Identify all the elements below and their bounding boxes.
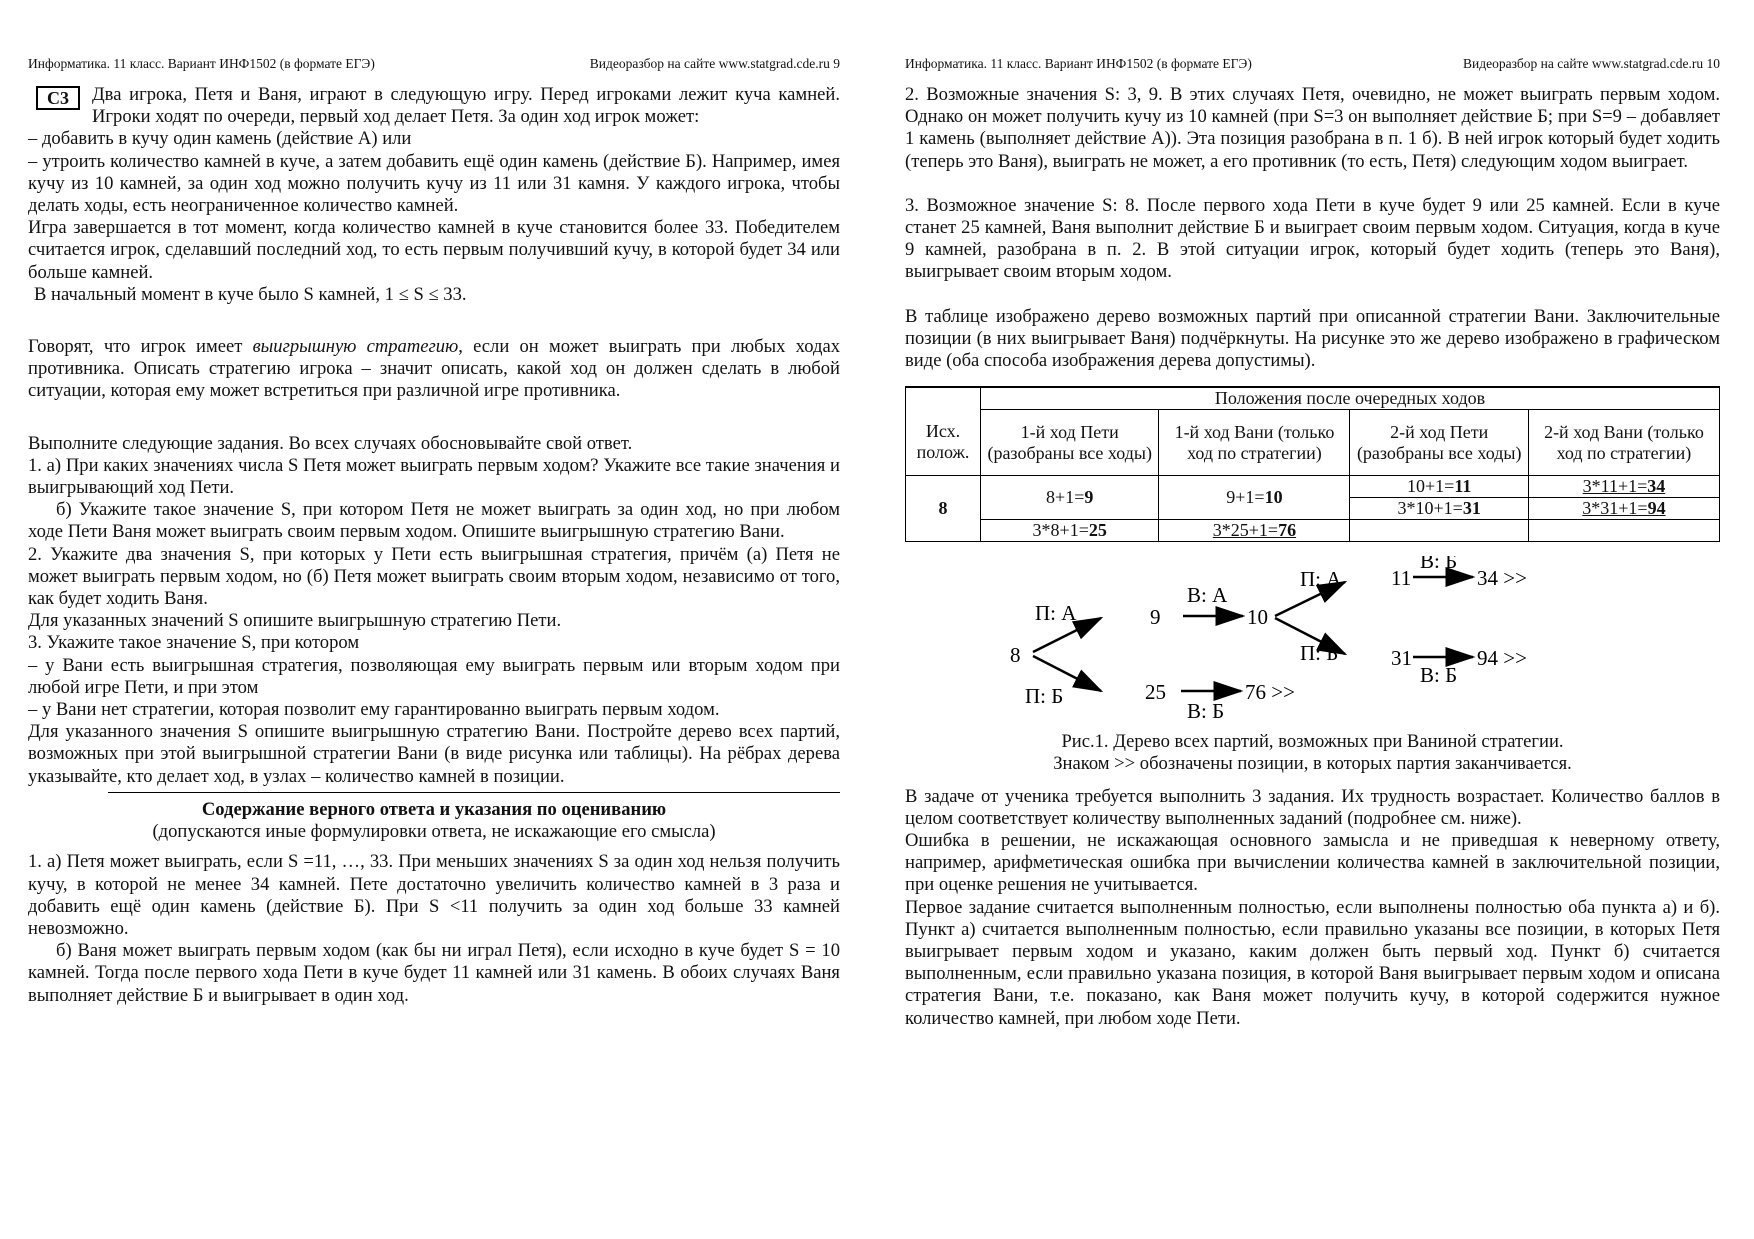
node-11: 11 [1391, 566, 1412, 591]
strategy-def-part2: , если он может выиграть при любых ходах противника. Описать стратегию игрока – значит описать, какой ход он должен сделать в любой ситуации, которая ему может встретиться при различной игре противника. [28, 336, 840, 402]
game-tree-table [905, 386, 1720, 542]
strategy-definition [28, 336, 840, 403]
cell-value: 76 [1278, 520, 1297, 541]
task-1a: 1. а) При каких значениях числа S Петя может выиграть первым ходом? Укажите все такие значения и выигрывающий ход Пети. [28, 454, 840, 499]
col-vanya2-header: 2-й ход Вани (только ход по стратегии) [1528, 410, 1719, 476]
cell-vanya2-a [1528, 476, 1719, 498]
cell-empty [1528, 520, 1719, 542]
label-10-31: П: Б [1300, 641, 1339, 666]
cell-vanya2-b [1528, 498, 1719, 520]
label-8-9: П: А [1035, 601, 1077, 626]
cell-text: 3*11+1= [1582, 476, 1648, 497]
task-2b: Для указанных значений S опишите выигрышную стратегию Пети. [28, 610, 562, 632]
label-8-25: П: Б [1025, 684, 1064, 709]
cell-text: 3*25+1= [1212, 520, 1279, 541]
answer-1a: 1. а) Петя может выиграть, если S =11, …, 33. При меньших значениях S за один ход нельзя получить кучу, в которой не менее 34 камней. Пете достаточно увеличить количество камней в 3 раза и добавить ещё один камень (действие Б). При S <11 получить за один ход больше 33 камней невозможно. [28, 851, 840, 939]
problem-intro [28, 84, 840, 128]
node-10: 10 [1247, 605, 1268, 630]
cell-text: 3*10+1= [1397, 498, 1463, 519]
cell-vanya1-a [1159, 476, 1350, 520]
cell-petya2-b [1350, 498, 1528, 520]
label-11-34: В: Б [1420, 556, 1458, 574]
cell-text: 3*8+1= [1032, 520, 1089, 541]
intro-text: Два игрока, Петя и Ваня, играют в следующую игру. Перед игроками лежит куча камней. Игроки ходят по очереди, первый ход делает Петя. За один ход игрок может: [92, 84, 840, 128]
task-2: 2. Укажите два значения S, при которых у Пети есть выигрышная стратегия, причём (а) Петя не может выиграть первым ходом, но (б) Петя может выиграть своим вторым ходом, независимо от того, как будет ходить Ваня. [28, 543, 840, 610]
col-petya1-header: 1-й ход Пети (разобраны все ходы) [981, 410, 1159, 476]
strategy-def-emphasis: выигрышную стратегию [252, 336, 459, 358]
task-3: 3. Укажите такое значение S, при котором [28, 632, 360, 654]
right-header [905, 56, 1720, 74]
cell-petya1-b [981, 520, 1159, 542]
end-rule: Игра завершается в тот момент, когда количество камней в куче становится более 33. Победителем считается игрок, сделавший последний ход, то есть первым получивший кучу, в которой будет 34 или больше камней. [28, 217, 840, 283]
cell-value: 31 [1462, 498, 1481, 519]
cell-value: 25 [1088, 520, 1107, 541]
task-1b: б) Укажите такое значение S, при котором Петя не может выиграть за один ход, но при любом ходе Пети Ваня может выиграть своим первым ходом. Опишите выигрышную стратегию Вани. [28, 499, 840, 543]
initial-condition: В начальный момент в куче было S камней, 1 ≤ S ≤ 33. [34, 283, 467, 305]
tasks-intro: Выполните следующие задания. Во всех случаях обосновывайте свой ответ. [28, 432, 633, 454]
left-header-title: Информатика. 11 класс. Вариант ИНФ1502 (в формате ЕГЭ) [28, 56, 375, 71]
figure-caption-1: Рис.1. Дерево всех партий, возможных при Ваниной стратегии. [1061, 731, 1564, 753]
section-divider [108, 792, 840, 793]
label-25-76: В: Б [1187, 699, 1225, 724]
tree-svg [905, 556, 1720, 731]
cell-petya2-a [1350, 476, 1528, 498]
right-header-title: Информатика. 11 класс. Вариант ИНФ1502 (в формате ЕГЭ) [905, 56, 1252, 71]
node-9: 9 [1150, 605, 1161, 630]
node-94-end: 94 >> [1477, 646, 1527, 671]
right-header-site: Видеоразбор на сайте www.statgrad.cde.ru 10 [1463, 56, 1720, 71]
label-10-11: П: А [1300, 567, 1342, 592]
cell-value: 94 [1647, 498, 1666, 519]
grading-1: В задаче от ученика требуется выполнить 3 задания. Их трудность возрастает. Количество баллов в целом соответствует количеству выполненных заданий (подробнее см. ниже). [905, 785, 1720, 829]
cell-value: 11 [1454, 476, 1472, 497]
cell-vanya1-b [1159, 520, 1350, 542]
node-34-end: 34 >> [1477, 566, 1527, 591]
table-intro: В таблице изображено дерево возможных партий при описанной стратегии Вани. Заключительные позиции (в них выигрывает Ваня) подчёркнуты. На рисунке это же дерево изображено в графическом виде (оба способа изображения дерева допустимы). [905, 305, 1720, 372]
strategy-def-part1: Говорят, что игрок имеет [28, 336, 253, 358]
cell-value: 10 [1264, 487, 1283, 508]
figure-caption-2: Знаком >> обозначены позиции, в которых партия заканчивается. [1053, 753, 1572, 775]
rule-a: – добавить в кучу один камень (действие А) или [28, 128, 412, 150]
answer-2: 2. Возможные значения S: 3, 9. В этих случаях Петя, очевидно, не может выиграть первым ходом. Однако он может получить кучу из 10 камней (при S=3 он выполняет действие Б; при S=9 – добавляет 1 камень (выполняет действие А)). Эта позиция разобрана в п. 1 б). В ней игрок который будет ходить (теперь это Ваня), выиграть не может, а его противник (то есть, Петя) следующим ходом выиграет. [905, 84, 1720, 172]
node-8: 8 [1010, 643, 1021, 668]
task-3c: Для указанного значения S опишите выигрышную стратегию Вани. Постройте дерево всех партий, возможных при этой выигрышной стратегии Вани (в виде рисунка или таблицы). На рёбрах дерева указывайте, кто делает ход, в узлах – количество камней в позиции. [28, 721, 840, 787]
task-badge: С3 [36, 86, 80, 110]
answer-1b: б) Ваня может выиграть первым ходом (как бы ни играл Петя), если исходно в куче будет S = 10 камней. Тогда после первого хода Пети в куче будет 11 камней или 31 камень. В обоих случаях Ваня выполняет действие Б и выигрывает в один ход. [28, 940, 840, 1006]
cell-text: 3*31+1= [1582, 498, 1648, 519]
left-body [28, 84, 840, 1007]
right-body [905, 84, 1720, 1030]
table-group-header: Положения после очередных ходов [981, 387, 1720, 410]
left-header [28, 56, 840, 74]
col-start-header: Исх. полож. [906, 410, 981, 476]
answer-3: 3. Возможное значение S: 8. После первого хода Пети в куче будет 9 или 25 камней. Если в куче станет 25 камней, Ваня выполнит действие Б и выиграет своим первым ходом. Ситуация, когда в куче 9 камней, разобрана в п. 2. В этой ситуации игрок, который будет ходить (теперь это Ваня), выигрывает своим вторым ходом. [905, 194, 1720, 283]
game-tree-diagram [905, 556, 1720, 731]
start-cell: 8 [906, 476, 981, 542]
cell-text: 8+1= [1046, 487, 1085, 508]
cell-value: 34 [1647, 476, 1666, 497]
answer-subtitle: (допускаются иные формулировки ответа, не искажающие его смысла) [152, 821, 716, 843]
rule-b: – утроить количество камней в куче, а затем добавить ещё один камень (действие Б). Например, имея кучу из 10 камней, за один ход можно получить кучу из 11 или 31 камня. У каждого игрока, чтобы делать ходы, есть неограниченное количество камней. [28, 150, 840, 217]
task-3a: – у Вани есть выигрышная стратегия, позволяющая ему выиграть первым или вторым ходом при любой игре Пети, и при этом [28, 654, 840, 698]
node-25: 25 [1145, 680, 1166, 705]
col-vanya1-header: 1-й ход Вани (только ход по стратегии) [1159, 410, 1350, 476]
node-31: 31 [1391, 646, 1412, 671]
grading-3: Первое задание считается выполненным полностью, если выполнены полностью оба пункта а) и б). Пункт а) считается выполненным полностью, если правильно указаны все позиции, в которых Петя выигрывает первым ходом и указано, каким должен быть первый ход. Пункт б) считается выполненным, если правильно указана позиция, в которой Ваня выигрывает первым ходом и описана стратегия Вани, т.е. показано, как Ваня может получить кучу, в которой содержится нужное количество камней, при любом ходе Пети. [905, 896, 1720, 1029]
cell-text: 10+1= [1407, 476, 1455, 497]
cell-text: 9+1= [1226, 487, 1265, 508]
node-76-end: 76 >> [1245, 680, 1295, 705]
cell-empty [1350, 520, 1528, 542]
col-petya2-header: 2-й ход Пети (разобраны все ходы) [1350, 410, 1528, 476]
grading-2: Ошибка в решении, не искажающая основного замысла и не приведшая к неверному ответу, например, арифметическая ошибка при вычислении количества камней в заключительной позиции, при оценке решения не учитывается. [905, 830, 1720, 896]
cell-petya1-a [981, 476, 1159, 520]
task-3b: – у Вани нет стратегии, которая позволит ему гарантированно выиграть первым ходом. [28, 699, 720, 721]
label-9-10: В: А [1187, 583, 1228, 608]
answer-title: Содержание верного ответа и указания по оцениванию [201, 798, 667, 820]
left-header-site: Видеоразбор на сайте www.statgrad.cde.ru 9 [589, 56, 840, 71]
cell-value: 9 [1084, 487, 1094, 508]
label-31-94: В: Б [1420, 663, 1458, 688]
